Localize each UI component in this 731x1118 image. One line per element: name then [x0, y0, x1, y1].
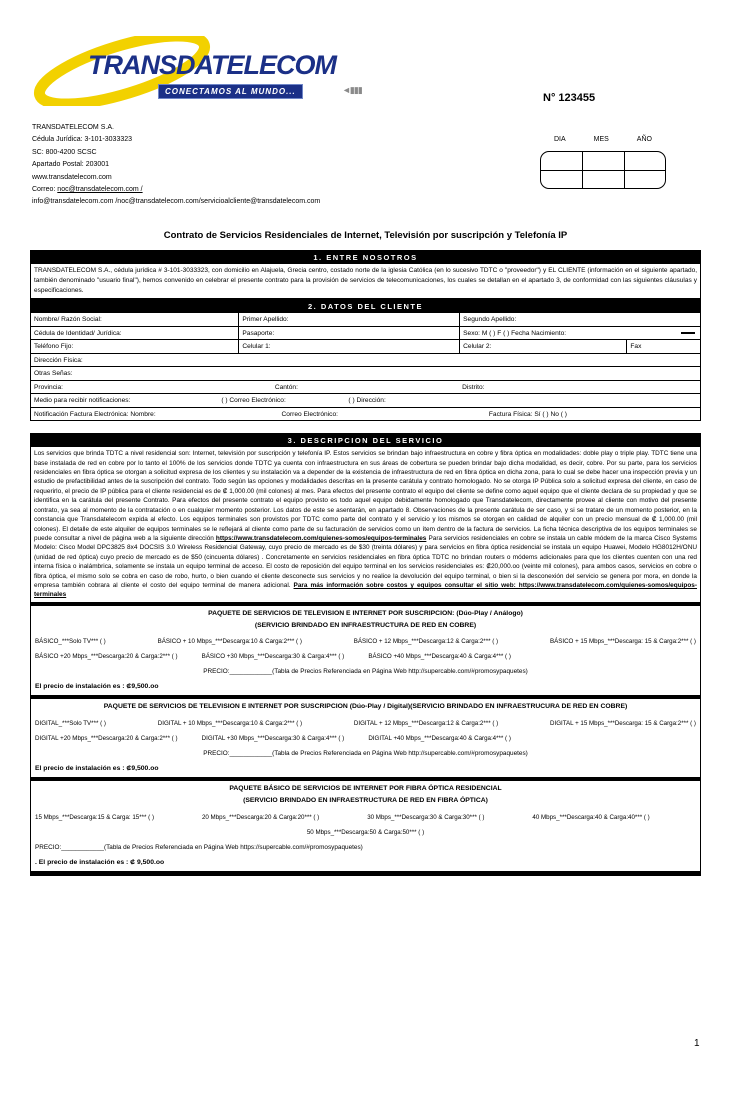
field-sexo-fecha[interactable]: [459, 327, 700, 340]
checkbox-digital-30[interactable]: DIGITAL +30 Mbps_***Descarga:30 & Carga:4*** ( ): [201, 735, 345, 743]
date-cell-ano-1[interactable]: [624, 152, 665, 170]
field-direccion-fisica[interactable]: Dirección Física:: [34, 356, 83, 364]
checkbox-basico-10[interactable]: BÁSICO + 10 Mbps_***Descarga:10 & Carga:2*** ( ): [157, 638, 302, 646]
option-row: [35, 653, 511, 660]
section1-body: TRANSDATELECOM S.A., cédula jurídica # 3-101-3033323, con domicilio en Alajuela, Grecia centro, costado norte de la iglesia Católica (en lo sucesivo TDTC o "proveedor") y EL CLIENTE (información en el siguiente apartado, también denominado "usuario final"), hemos convenido en celebrar el presente contrato para la provisión de servicios de telecomunicaciones, los cuales se detallan en el apartado 3, de conformidad con las siguientes cláusulas y especificaciones.: [30, 264, 701, 299]
field-pasaporte[interactable]: Pasaporte:: [238, 327, 459, 340]
price-label: PRECIO:: [203, 668, 230, 676]
checkbox-basico-40[interactable]: BÁSICO +40 Mbps_***Descarga:40 & Carga:4*** ( ): [368, 653, 511, 661]
label-dia: DIA: [553, 136, 566, 143]
company-website: www.transdatelecom.com: [32, 173, 112, 181]
company-name: TRANSDATELECOM S.A.: [32, 124, 114, 131]
price-label: PRECIO:: [203, 750, 230, 758]
option-row: [35, 814, 650, 821]
field-telefono-fijo[interactable]: Teléfono Fijo:: [34, 343, 74, 350]
equipos-terminales-link[interactable]: https://www.transdatelecom.com/quienes-somos/equipos-terminales: [215, 534, 427, 542]
field-otras-senas[interactable]: Otras Señas:: [34, 370, 73, 377]
company-correo-line: [32, 184, 320, 196]
price-line: [35, 668, 696, 675]
field-fax[interactable]: Fax: [626, 340, 700, 353]
logo-tagline: CONECTAMOS AL MUNDO...: [158, 84, 303, 99]
field-factura-correo[interactable]: Correo Electrónico:: [281, 410, 338, 418]
service-description-box: [30, 447, 701, 876]
package-digital: [31, 699, 700, 777]
date-cell-ano-2[interactable]: [624, 170, 665, 188]
field-medio-notificaciones: Medio para recibir notificaciones:: [34, 397, 131, 404]
option-row: [35, 829, 696, 836]
field-distrito[interactable]: Distrito:: [462, 383, 485, 391]
install-price: El precio de instalación es : ₡9,500.oo: [35, 765, 159, 773]
field-celular1[interactable]: Celular 1:: [238, 340, 459, 353]
checkbox-basico-12[interactable]: BÁSICO + 12 Mbps_***Descarga:12 & Carga:2*** ( ): [353, 638, 499, 646]
package-fibra: [31, 781, 700, 871]
date-table: [540, 151, 666, 189]
checkbox-correo-electronico[interactable]: ( ) Correo Electrónico:: [221, 397, 286, 404]
section3-header: 3. DESCRIPCION DEL SERVICIO: [30, 433, 701, 447]
date-labels: [540, 136, 666, 143]
checkbox-fibra-30[interactable]: 30 Mbps_***Descarga:30 & Carga:30*** ( ): [367, 813, 485, 821]
checkbox-digital-40[interactable]: DIGITAL +40 Mbps_***Descarga:40 & Carga:4*** ( ): [368, 735, 511, 743]
table-row: [31, 393, 700, 407]
section1-header: 1. ENTRE NOSOTROS: [30, 250, 701, 264]
client-data-table: [30, 313, 701, 421]
table-row: [31, 366, 700, 380]
company-cedula: Cédula Jurídica: 3-101-3033323: [32, 136, 133, 144]
table-row: [31, 380, 700, 394]
checkbox-digital-12[interactable]: DIGITAL + 12 Mbps_***Descarga:12 & Carga:2*** ( ): [353, 720, 499, 728]
fecha-dash: [681, 332, 695, 334]
section3-body: [31, 447, 700, 602]
price-blank-field[interactable]: ____________: [61, 843, 104, 851]
checkbox-fibra-40[interactable]: 40 Mbps_***Descarga:40 & Carga:40*** ( ): [532, 813, 650, 821]
price-line: [35, 844, 696, 851]
field-factura-nombre[interactable]: Notificación Factura Electrónica: Nombre:: [34, 410, 156, 418]
table-row: [31, 407, 700, 421]
checkbox-fibra-20[interactable]: 20 Mbps_***Descarga:20 & Carga:20*** ( ): [201, 813, 320, 821]
option-row: [35, 720, 696, 727]
checkbox-digital-15[interactable]: DIGITAL + 15 Mbps_***Descarga: 15 & Carga:2*** ( ): [550, 720, 696, 728]
checkbox-basico-30[interactable]: BÁSICO +30 Mbps_***Descarga:30 & Carga:4*** ( ): [201, 653, 345, 661]
company-apartado: Apartado Postal: 203001: [32, 161, 110, 169]
install-price: El precio de instalación es : ₡9,500.oo: [35, 683, 159, 691]
price-line: [35, 750, 696, 757]
field-canton[interactable]: Cantón:: [274, 383, 298, 391]
package-digital-title1: PAQUETE DE SERVICIOS DE TELEVISION E INTERNET POR SUSCRIPCION (Dúo-Play / Digital)(SERVICIO BRINDADO EN INFRAESTRUCURA DE RED EN COBRE): [103, 703, 628, 711]
package-analogo: [31, 606, 700, 696]
desc-part1: Los servicios que brinda TDTC a nivel residencial son: Internet, televisión por suscripción y telefonía IP. Estos servicios se brindan bajo infraestructura en cobre y fibra óptica en modalidades: doble play o triple play. TDTC tiene una base instalada de red en cobre por lo tanto el 100% de los servicios donde TDTC ya cuenta con infraestructura en sus áreas de cobertura se pueden brindar bajo dicha modalidad, es decir, cobre. Por su parte, para los servicios residenciales en fibra óptica se otorgan a solicitud expresa de los clientes y su instalación va a depender de la existencia de infraestructura de red en fibra óptica en dicha zona, para lo cual se debe hacer una inspección previa y un estudio de prefactibilidad antes de la suscripción del contrato. Todo según las opciones y modalidades descritas en la presente carátula y contrato homologado. No se otorga IP Pública solo a solicitud expresa del cliente, en caso de requerirlo, el precio de IP pública para el cliente residencial es de ₡ 1,000.00 (mil colones) al mes. Para efectos del presente contrato el equipo del cliente se define como aquel equipo que el cliente declara de su propiedad y que se identifica en la carátula del presente Contrato. Para efectos del presente contrato el equipo provisto es todo aquel equipo debidamente homologado que Transdatelecom, directamente provee al cliente con motivo del presente contrato, ya sea al momento de la contratación o en cualquier momento posterior. Los datos de este se asentarán, en apartado 8. Observaciones de la presente carátula de ser caso, y si se tratare de un momento posterior, en la constancia que Transdatelecom expida al efecto. Los equipos terminales son provistos por TDTC como parte del contrato y el servicio y los mismos se otorgan en calidad de alquiler con un precio mensual de ₡ 1,000.00 (mil colones). El detalle de este alquiler de equipos terminales se le reflejará al cliente como parte de su facturación de servicios como un ítem dentro de la factura de servicios. La ficha técnica descriptiva de los equipos terminales se puede consultar a nivel de página web a la siguiente dirección: [34, 450, 697, 542]
contract-number: N° 123455: [543, 92, 596, 104]
plug-icon: ◄▮▮▮: [342, 85, 362, 95]
price-label: PRECIO:: [35, 843, 62, 851]
field-cedula[interactable]: Cédula de Identidad/ Jurídica:: [34, 329, 122, 337]
more-info-link[interactable]: Para más información sobre costos y equipos consultar el sitio web: https://www.transdatelecom.com/quienes-somos/equipos-terminales: [34, 581, 698, 599]
document-body: [30, 230, 701, 876]
company-sc: SC: 800-4200 SCSC: [32, 148, 97, 156]
option-row: [35, 638, 696, 645]
checkbox-basico-solo-tv[interactable]: BÁSICO_***Solo TV*** ( ): [35, 638, 106, 646]
date-cell-dia-1[interactable]: [541, 152, 582, 170]
field-celular2[interactable]: Celular 2:: [459, 340, 626, 353]
table-row: [31, 353, 700, 367]
page-number: 1: [694, 1038, 700, 1049]
package-fibra-title1: PAQUETE BÁSICO DE SERVICIOS DE INTERNET POR FIBRA ÓPTICA RESIDENCIAL: [229, 785, 502, 793]
logo-wordmark: TRANSDATELECOM: [88, 50, 336, 80]
table-row: [31, 313, 700, 326]
field-nombre[interactable]: Nombre/ Razón Social:: [34, 316, 102, 323]
desc-part2: Para servicios residenciales en cobre se instala un cable módem de la marca Cisco Systems Modelo: Cisco Model DPC3825 8x4 DOCSIS 3.0 Wireless Residencial Gateway, cuyo precio de mercado es de $30 (treinta dólares) y para servicios en fibra óptica residencial se instala un equipo Huawei, Modelo HG8012H/ONU (unidad de red óptica) cuyo precio de mercado es de $50 (cincuenta dólares) . Concretamente en servicios residenciales en fibra óptica TDTC no brindan routers o módems adicionales para que los clientes cuenten con una red interna física o inalámbrica, solamente se instala un equipo terminal de acceso. El costo de reposición del equipo terminal en los servicios residenciales es: ₡20,000.oo (veinte mil colones), para ambos casos, servicios en cobre o fibra óptica, el mismo solo se cobra en caso de robo, hurto, o bien cuando el cliente desconecte sus servicios y no realice la devolución del equipo terminal, o bien si la desconexión del servicio se genera por mora, en donde la empresa también cobrara al cliente el costo del equipo terminal de manera adicional.: [34, 534, 697, 589]
label-mes: MES: [593, 136, 609, 143]
price-note: (Tabla de Precios Referenciada en Página Web https://supercable.com/#promosypaquetes): [103, 843, 363, 851]
sexo-fecha-label: Sexo: M ( ) F ( ) Fecha Nacimiento:: [463, 329, 567, 337]
checkbox-fibra-50[interactable]: 50 Mbps_***Descarga:50 & Carga:50*** ( ): [306, 828, 425, 836]
checkbox-digital-solo-tv[interactable]: DIGITAL_***Solo TV*** ( ): [35, 720, 106, 728]
checkbox-digital-20[interactable]: DIGITAL +20 Mbps_***Descarga:20 & Carga:2*** ( ): [35, 735, 178, 743]
field-provincia[interactable]: Provincia:: [34, 383, 63, 391]
table-row: [31, 326, 700, 340]
section2-header: 2. DATOS DEL CLIENTE: [30, 299, 701, 313]
package-analogo-title2: (SERVICIO BRINDADO EN INFRAESTRUCTURA DE RED EN COBRE): [254, 621, 477, 629]
install-price: . El precio de instalación es : ₡ 9,500.oo: [35, 858, 165, 866]
company-logo: [30, 36, 360, 106]
company-info-block: [32, 122, 320, 209]
price-blank-field[interactable]: ____________: [229, 750, 273, 758]
correo-label: Correo:: [32, 186, 58, 194]
package-fibra-title2: (SERVICIO BRINDADO EN INFRAESTRUCTURA DE RED EN FIBRA ÓPTICA): [243, 797, 488, 805]
checkbox-basico-15[interactable]: BÁSICO + 15 Mbps_***Descarga: 15 & Carga:2*** ( ): [549, 638, 696, 646]
date-cell-dia-2[interactable]: [541, 170, 582, 188]
checkbox-digital-10[interactable]: DIGITAL + 10 Mbps_***Descarga:10 & Carga:2*** ( ): [157, 720, 303, 728]
date-cell-mes-2[interactable]: [582, 170, 623, 188]
correo-link[interactable]: noc@transdatelecom.com /: [57, 186, 143, 194]
price-note: (Tabla de Precios Referenciada en Página Web http://supercable.com/#promosypaquetes): [272, 750, 528, 758]
bottom-divider: [31, 871, 700, 875]
label-ano: AÑO: [636, 136, 652, 143]
checkbox-direccion[interactable]: ( ) Dirección:: [348, 397, 386, 404]
table-row: [31, 339, 700, 353]
package-analogo-title1: PAQUETE DE SERVICIOS DE TELEVISION E INTERNET POR SUSCRIPCION: (Dúo-Play / Análogo): [208, 609, 523, 617]
price-blank-field[interactable]: ____________: [229, 668, 273, 676]
checkbox-fibra-15[interactable]: 15 Mbps_***Descarga:15 & Carga: 15*** ( ): [35, 813, 155, 821]
checkbox-factura-fisica[interactable]: Factura Física: Sí ( ) No ( ): [488, 410, 567, 418]
price-note: (Tabla de Precios Referenciada en Página Web http://supercable.com/#promosypaquetes): [272, 668, 528, 676]
option-row: [35, 735, 511, 742]
document-title: Contrato de Servicios Residenciales de Internet, Televisión por suscripción y Telefonía IP: [163, 230, 568, 241]
checkbox-basico-20[interactable]: BÁSICO +20 Mbps_***Descarga:20 & Carga:2*** ( ): [35, 653, 178, 661]
field-primer-apellido[interactable]: Primer Apellido:: [238, 313, 459, 326]
company-emails-line[interactable]: info@transdatelecom.com /noc@transdatelecom.com/servicioalcliente@transdatelecom.com: [32, 198, 321, 206]
spacer: [30, 421, 701, 433]
field-segundo-apellido[interactable]: Segundo Apellido:: [459, 313, 700, 326]
date-cell-mes-1[interactable]: [582, 152, 623, 170]
date-box: [540, 136, 666, 189]
